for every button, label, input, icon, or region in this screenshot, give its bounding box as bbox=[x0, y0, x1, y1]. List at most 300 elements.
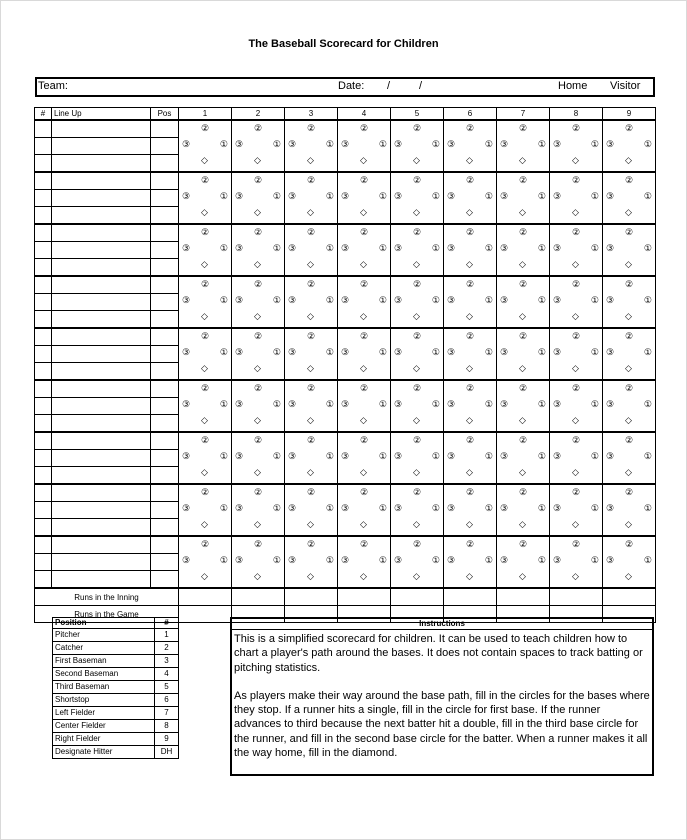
first-base-circle-icon[interactable]: ① bbox=[378, 138, 387, 149]
second-base-circle-icon[interactable]: ② bbox=[360, 382, 369, 393]
third-base-circle-icon[interactable]: ③ bbox=[500, 554, 509, 565]
inning-2-at-bat-cell[interactable] bbox=[232, 536, 285, 588]
home-plate-diamond-icon[interactable]: ◇ bbox=[413, 258, 420, 269]
home-plate-diamond-icon[interactable]: ◇ bbox=[625, 258, 632, 269]
home-plate-diamond-icon[interactable]: ◇ bbox=[201, 414, 208, 425]
home-plate-diamond-icon[interactable]: ◇ bbox=[519, 518, 526, 529]
second-base-circle-icon[interactable]: ② bbox=[466, 538, 475, 549]
player-name-cell[interactable] bbox=[52, 432, 151, 450]
inning-3-at-bat-cell[interactable] bbox=[285, 120, 338, 172]
inning-9-at-bat-cell[interactable] bbox=[603, 120, 656, 172]
inning-9-at-bat-cell[interactable] bbox=[603, 328, 656, 380]
third-base-circle-icon[interactable]: ③ bbox=[341, 450, 350, 461]
home-plate-diamond-icon[interactable]: ◇ bbox=[519, 570, 526, 581]
first-base-circle-icon[interactable]: ① bbox=[431, 346, 440, 357]
second-base-circle-icon[interactable]: ② bbox=[254, 278, 263, 289]
third-base-circle-icon[interactable]: ③ bbox=[288, 398, 297, 409]
player-name-cell[interactable] bbox=[52, 450, 151, 467]
second-base-circle-icon[interactable]: ② bbox=[201, 122, 210, 133]
home-plate-diamond-icon[interactable]: ◇ bbox=[201, 206, 208, 217]
first-base-circle-icon[interactable]: ① bbox=[484, 294, 493, 305]
inning-9-at-bat-cell[interactable] bbox=[603, 432, 656, 484]
second-base-circle-icon[interactable]: ② bbox=[519, 538, 528, 549]
second-base-circle-icon[interactable]: ② bbox=[360, 434, 369, 445]
player-name-cell[interactable] bbox=[52, 190, 151, 207]
first-base-circle-icon[interactable]: ① bbox=[378, 346, 387, 357]
inning-4-at-bat-cell[interactable] bbox=[338, 432, 391, 484]
home-plate-diamond-icon[interactable]: ◇ bbox=[519, 414, 526, 425]
first-base-circle-icon[interactable]: ① bbox=[431, 138, 440, 149]
second-base-circle-icon[interactable]: ② bbox=[519, 330, 528, 341]
second-base-circle-icon[interactable]: ② bbox=[519, 278, 528, 289]
first-base-circle-icon[interactable]: ① bbox=[484, 190, 493, 201]
inning-4-at-bat-cell[interactable] bbox=[338, 380, 391, 432]
home-plate-diamond-icon[interactable]: ◇ bbox=[254, 570, 261, 581]
third-base-circle-icon[interactable]: ③ bbox=[182, 242, 191, 253]
batter-number-cell[interactable] bbox=[35, 484, 52, 502]
inning-4-at-bat-cell[interactable] bbox=[338, 172, 391, 224]
inning-8-at-bat-cell[interactable] bbox=[550, 380, 603, 432]
third-base-circle-icon[interactable]: ③ bbox=[341, 138, 350, 149]
inning-6-at-bat-cell[interactable] bbox=[444, 380, 497, 432]
batter-number-cell[interactable] bbox=[35, 380, 52, 398]
inning-2-at-bat-cell[interactable] bbox=[232, 120, 285, 172]
second-base-circle-icon[interactable]: ② bbox=[413, 434, 422, 445]
third-base-circle-icon[interactable]: ③ bbox=[553, 346, 562, 357]
player-name-cell[interactable] bbox=[52, 346, 151, 363]
second-base-circle-icon[interactable]: ② bbox=[307, 122, 316, 133]
inning-2-at-bat-cell[interactable] bbox=[232, 224, 285, 276]
first-base-circle-icon[interactable]: ① bbox=[219, 554, 228, 565]
inning-5-at-bat-cell[interactable] bbox=[391, 172, 444, 224]
third-base-circle-icon[interactable]: ③ bbox=[235, 190, 244, 201]
inning-2-at-bat-cell[interactable] bbox=[232, 484, 285, 536]
home-plate-diamond-icon[interactable]: ◇ bbox=[201, 310, 208, 321]
batter-number-cell[interactable] bbox=[35, 554, 52, 571]
first-base-circle-icon[interactable]: ① bbox=[378, 294, 387, 305]
home-plate-diamond-icon[interactable]: ◇ bbox=[201, 518, 208, 529]
player-name-cell[interactable] bbox=[52, 311, 151, 329]
first-base-circle-icon[interactable]: ① bbox=[325, 398, 334, 409]
first-base-circle-icon[interactable]: ① bbox=[643, 554, 652, 565]
home-plate-diamond-icon[interactable]: ◇ bbox=[254, 466, 261, 477]
third-base-circle-icon[interactable]: ③ bbox=[500, 502, 509, 513]
first-base-circle-icon[interactable]: ① bbox=[325, 346, 334, 357]
home-plate-diamond-icon[interactable]: ◇ bbox=[466, 310, 473, 321]
third-base-circle-icon[interactable]: ③ bbox=[394, 346, 403, 357]
home-plate-diamond-icon[interactable]: ◇ bbox=[254, 154, 261, 165]
home-plate-diamond-icon[interactable]: ◇ bbox=[201, 362, 208, 373]
home-plate-diamond-icon[interactable]: ◇ bbox=[307, 154, 314, 165]
inning-6-at-bat-cell[interactable] bbox=[444, 328, 497, 380]
second-base-circle-icon[interactable]: ② bbox=[254, 226, 263, 237]
player-position-cell[interactable] bbox=[151, 380, 179, 398]
third-base-circle-icon[interactable]: ③ bbox=[447, 554, 456, 565]
second-base-circle-icon[interactable]: ② bbox=[572, 382, 581, 393]
third-base-circle-icon[interactable]: ③ bbox=[288, 502, 297, 513]
player-position-cell[interactable] bbox=[151, 242, 179, 259]
third-base-circle-icon[interactable]: ③ bbox=[606, 190, 615, 201]
home-plate-diamond-icon[interactable]: ◇ bbox=[519, 466, 526, 477]
third-base-circle-icon[interactable]: ③ bbox=[606, 398, 615, 409]
home-plate-diamond-icon[interactable]: ◇ bbox=[625, 206, 632, 217]
inning-6-at-bat-cell[interactable] bbox=[444, 432, 497, 484]
runs-in-inning-cell-4[interactable] bbox=[338, 588, 391, 606]
first-base-circle-icon[interactable]: ① bbox=[590, 398, 599, 409]
home-plate-diamond-icon[interactable]: ◇ bbox=[413, 414, 420, 425]
batter-number-cell[interactable] bbox=[35, 120, 52, 138]
first-base-circle-icon[interactable]: ① bbox=[643, 294, 652, 305]
second-base-circle-icon[interactable]: ② bbox=[572, 538, 581, 549]
second-base-circle-icon[interactable]: ② bbox=[307, 226, 316, 237]
home-plate-diamond-icon[interactable]: ◇ bbox=[572, 518, 579, 529]
player-name-cell[interactable] bbox=[52, 467, 151, 485]
home-plate-diamond-icon[interactable]: ◇ bbox=[307, 518, 314, 529]
home-plate-diamond-icon[interactable]: ◇ bbox=[360, 362, 367, 373]
third-base-circle-icon[interactable]: ③ bbox=[182, 346, 191, 357]
player-position-cell[interactable] bbox=[151, 554, 179, 571]
inning-3-at-bat-cell[interactable] bbox=[285, 536, 338, 588]
player-position-cell[interactable] bbox=[151, 259, 179, 277]
third-base-circle-icon[interactable]: ③ bbox=[288, 554, 297, 565]
second-base-circle-icon[interactable]: ② bbox=[572, 278, 581, 289]
second-base-circle-icon[interactable]: ② bbox=[519, 486, 528, 497]
third-base-circle-icon[interactable]: ③ bbox=[606, 138, 615, 149]
second-base-circle-icon[interactable]: ② bbox=[466, 330, 475, 341]
player-name-cell[interactable] bbox=[52, 276, 151, 294]
third-base-circle-icon[interactable]: ③ bbox=[235, 242, 244, 253]
player-position-cell[interactable] bbox=[151, 467, 179, 485]
second-base-circle-icon[interactable]: ② bbox=[307, 538, 316, 549]
third-base-circle-icon[interactable]: ③ bbox=[447, 190, 456, 201]
second-base-circle-icon[interactable]: ② bbox=[254, 174, 263, 185]
player-name-cell[interactable] bbox=[52, 519, 151, 537]
second-base-circle-icon[interactable]: ② bbox=[307, 330, 316, 341]
first-base-circle-icon[interactable]: ① bbox=[378, 554, 387, 565]
second-base-circle-icon[interactable]: ② bbox=[254, 538, 263, 549]
batter-number-cell[interactable] bbox=[35, 172, 52, 190]
second-base-circle-icon[interactable]: ② bbox=[413, 382, 422, 393]
home-plate-diamond-icon[interactable]: ◇ bbox=[254, 414, 261, 425]
inning-5-at-bat-cell[interactable] bbox=[391, 328, 444, 380]
inning-1-at-bat-cell[interactable] bbox=[179, 172, 232, 224]
first-base-circle-icon[interactable]: ① bbox=[431, 554, 440, 565]
first-base-circle-icon[interactable]: ① bbox=[537, 294, 546, 305]
inning-7-at-bat-cell[interactable] bbox=[497, 224, 550, 276]
second-base-circle-icon[interactable]: ② bbox=[625, 226, 634, 237]
inning-2-at-bat-cell[interactable] bbox=[232, 380, 285, 432]
second-base-circle-icon[interactable]: ② bbox=[254, 330, 263, 341]
inning-8-at-bat-cell[interactable] bbox=[550, 276, 603, 328]
second-base-circle-icon[interactable]: ② bbox=[572, 226, 581, 237]
second-base-circle-icon[interactable]: ② bbox=[307, 486, 316, 497]
third-base-circle-icon[interactable]: ③ bbox=[235, 554, 244, 565]
first-base-circle-icon[interactable]: ① bbox=[272, 398, 281, 409]
inning-5-at-bat-cell[interactable] bbox=[391, 276, 444, 328]
home-plate-diamond-icon[interactable]: ◇ bbox=[519, 206, 526, 217]
first-base-circle-icon[interactable]: ① bbox=[219, 138, 228, 149]
third-base-circle-icon[interactable]: ③ bbox=[447, 502, 456, 513]
second-base-circle-icon[interactable]: ② bbox=[254, 486, 263, 497]
home-plate-diamond-icon[interactable]: ◇ bbox=[307, 570, 314, 581]
second-base-circle-icon[interactable]: ② bbox=[572, 174, 581, 185]
second-base-circle-icon[interactable]: ② bbox=[360, 174, 369, 185]
first-base-circle-icon[interactable]: ① bbox=[219, 294, 228, 305]
home-plate-diamond-icon[interactable]: ◇ bbox=[413, 310, 420, 321]
inning-7-at-bat-cell[interactable] bbox=[497, 432, 550, 484]
player-name-cell[interactable] bbox=[52, 363, 151, 381]
third-base-circle-icon[interactable]: ③ bbox=[553, 138, 562, 149]
batter-number-cell[interactable] bbox=[35, 242, 52, 259]
batter-number-cell[interactable] bbox=[35, 207, 52, 225]
first-base-circle-icon[interactable]: ① bbox=[431, 242, 440, 253]
player-name-cell[interactable] bbox=[52, 554, 151, 571]
runs-in-inning-cell-9[interactable] bbox=[603, 588, 656, 606]
third-base-circle-icon[interactable]: ③ bbox=[500, 138, 509, 149]
player-name-cell[interactable] bbox=[52, 242, 151, 259]
third-base-circle-icon[interactable]: ③ bbox=[394, 138, 403, 149]
inning-5-at-bat-cell[interactable] bbox=[391, 120, 444, 172]
first-base-circle-icon[interactable]: ① bbox=[378, 242, 387, 253]
third-base-circle-icon[interactable]: ③ bbox=[341, 554, 350, 565]
first-base-circle-icon[interactable]: ① bbox=[590, 294, 599, 305]
home-plate-diamond-icon[interactable]: ◇ bbox=[254, 518, 261, 529]
runs-in-inning-cell-5[interactable] bbox=[391, 588, 444, 606]
third-base-circle-icon[interactable]: ③ bbox=[288, 190, 297, 201]
player-position-cell[interactable] bbox=[151, 415, 179, 433]
home-plate-diamond-icon[interactable]: ◇ bbox=[360, 310, 367, 321]
home-plate-diamond-icon[interactable]: ◇ bbox=[307, 362, 314, 373]
third-base-circle-icon[interactable]: ③ bbox=[182, 294, 191, 305]
home-plate-diamond-icon[interactable]: ◇ bbox=[466, 518, 473, 529]
third-base-circle-icon[interactable]: ③ bbox=[182, 450, 191, 461]
player-position-cell[interactable] bbox=[151, 346, 179, 363]
first-base-circle-icon[interactable]: ① bbox=[272, 450, 281, 461]
first-base-circle-icon[interactable]: ① bbox=[378, 450, 387, 461]
third-base-circle-icon[interactable]: ③ bbox=[288, 294, 297, 305]
inning-1-at-bat-cell[interactable] bbox=[179, 484, 232, 536]
player-name-cell[interactable] bbox=[52, 259, 151, 277]
home-plate-diamond-icon[interactable]: ◇ bbox=[466, 466, 473, 477]
second-base-circle-icon[interactable]: ② bbox=[519, 122, 528, 133]
player-position-cell[interactable] bbox=[151, 398, 179, 415]
inning-8-at-bat-cell[interactable] bbox=[550, 328, 603, 380]
home-plate-diamond-icon[interactable]: ◇ bbox=[307, 466, 314, 477]
third-base-circle-icon[interactable]: ③ bbox=[553, 398, 562, 409]
third-base-circle-icon[interactable]: ③ bbox=[182, 138, 191, 149]
runs-in-inning-cell-2[interactable] bbox=[232, 588, 285, 606]
third-base-circle-icon[interactable]: ③ bbox=[553, 554, 562, 565]
inning-9-at-bat-cell[interactable] bbox=[603, 172, 656, 224]
player-name-cell[interactable] bbox=[52, 380, 151, 398]
inning-1-at-bat-cell[interactable] bbox=[179, 328, 232, 380]
player-name-cell[interactable] bbox=[52, 207, 151, 225]
third-base-circle-icon[interactable]: ③ bbox=[394, 502, 403, 513]
second-base-circle-icon[interactable]: ② bbox=[466, 486, 475, 497]
first-base-circle-icon[interactable]: ① bbox=[325, 502, 334, 513]
first-base-circle-icon[interactable]: ① bbox=[219, 190, 228, 201]
player-position-cell[interactable] bbox=[151, 172, 179, 190]
first-base-circle-icon[interactable]: ① bbox=[219, 242, 228, 253]
first-base-circle-icon[interactable]: ① bbox=[643, 242, 652, 253]
first-base-circle-icon[interactable]: ① bbox=[219, 450, 228, 461]
first-base-circle-icon[interactable]: ① bbox=[378, 190, 387, 201]
third-base-circle-icon[interactable]: ③ bbox=[182, 190, 191, 201]
home-plate-diamond-icon[interactable]: ◇ bbox=[572, 206, 579, 217]
player-name-cell[interactable] bbox=[52, 502, 151, 519]
runs-in-inning-cell-6[interactable] bbox=[444, 588, 497, 606]
second-base-circle-icon[interactable]: ② bbox=[625, 174, 634, 185]
player-name-cell[interactable] bbox=[52, 155, 151, 173]
third-base-circle-icon[interactable]: ③ bbox=[394, 294, 403, 305]
inning-1-at-bat-cell[interactable] bbox=[179, 276, 232, 328]
player-position-cell[interactable] bbox=[151, 571, 179, 589]
home-plate-diamond-icon[interactable]: ◇ bbox=[519, 154, 526, 165]
batter-number-cell[interactable] bbox=[35, 398, 52, 415]
home-plate-diamond-icon[interactable]: ◇ bbox=[413, 362, 420, 373]
inning-5-at-bat-cell[interactable] bbox=[391, 536, 444, 588]
third-base-circle-icon[interactable]: ③ bbox=[606, 346, 615, 357]
second-base-circle-icon[interactable]: ② bbox=[307, 382, 316, 393]
home-plate-diamond-icon[interactable]: ◇ bbox=[625, 362, 632, 373]
third-base-circle-icon[interactable]: ③ bbox=[288, 138, 297, 149]
player-position-cell[interactable] bbox=[151, 276, 179, 294]
first-base-circle-icon[interactable]: ① bbox=[484, 398, 493, 409]
second-base-circle-icon[interactable]: ② bbox=[572, 434, 581, 445]
second-base-circle-icon[interactable]: ② bbox=[201, 330, 210, 341]
first-base-circle-icon[interactable]: ① bbox=[325, 242, 334, 253]
second-base-circle-icon[interactable]: ② bbox=[307, 434, 316, 445]
second-base-circle-icon[interactable]: ② bbox=[519, 434, 528, 445]
third-base-circle-icon[interactable]: ③ bbox=[606, 294, 615, 305]
player-name-cell[interactable] bbox=[52, 536, 151, 554]
third-base-circle-icon[interactable]: ③ bbox=[447, 138, 456, 149]
second-base-circle-icon[interactable]: ② bbox=[413, 226, 422, 237]
inning-7-at-bat-cell[interactable] bbox=[497, 380, 550, 432]
home-plate-diamond-icon[interactable]: ◇ bbox=[466, 570, 473, 581]
inning-2-at-bat-cell[interactable] bbox=[232, 432, 285, 484]
inning-1-at-bat-cell[interactable] bbox=[179, 224, 232, 276]
player-position-cell[interactable] bbox=[151, 519, 179, 537]
second-base-circle-icon[interactable]: ② bbox=[519, 174, 528, 185]
player-position-cell[interactable] bbox=[151, 484, 179, 502]
inning-3-at-bat-cell[interactable] bbox=[285, 172, 338, 224]
player-position-cell[interactable] bbox=[151, 328, 179, 346]
inning-3-at-bat-cell[interactable] bbox=[285, 432, 338, 484]
third-base-circle-icon[interactable]: ③ bbox=[447, 346, 456, 357]
home-plate-diamond-icon[interactable]: ◇ bbox=[572, 570, 579, 581]
third-base-circle-icon[interactable]: ③ bbox=[341, 294, 350, 305]
home-plate-diamond-icon[interactable]: ◇ bbox=[201, 154, 208, 165]
player-position-cell[interactable] bbox=[151, 536, 179, 554]
home-plate-diamond-icon[interactable]: ◇ bbox=[519, 362, 526, 373]
first-base-circle-icon[interactable]: ① bbox=[590, 502, 599, 513]
player-name-cell[interactable] bbox=[52, 415, 151, 433]
inning-8-at-bat-cell[interactable] bbox=[550, 224, 603, 276]
first-base-circle-icon[interactable]: ① bbox=[537, 502, 546, 513]
home-plate-diamond-icon[interactable]: ◇ bbox=[572, 310, 579, 321]
player-position-cell[interactable] bbox=[151, 155, 179, 173]
second-base-circle-icon[interactable]: ② bbox=[466, 122, 475, 133]
inning-3-at-bat-cell[interactable] bbox=[285, 224, 338, 276]
third-base-circle-icon[interactable]: ③ bbox=[394, 190, 403, 201]
second-base-circle-icon[interactable]: ② bbox=[519, 226, 528, 237]
batter-number-cell[interactable] bbox=[35, 415, 52, 433]
second-base-circle-icon[interactable]: ② bbox=[466, 434, 475, 445]
second-base-circle-icon[interactable]: ② bbox=[625, 538, 634, 549]
first-base-circle-icon[interactable]: ① bbox=[537, 450, 546, 461]
inning-4-at-bat-cell[interactable] bbox=[338, 328, 391, 380]
inning-8-at-bat-cell[interactable] bbox=[550, 536, 603, 588]
first-base-circle-icon[interactable]: ① bbox=[537, 554, 546, 565]
second-base-circle-icon[interactable]: ② bbox=[572, 330, 581, 341]
inning-7-at-bat-cell[interactable] bbox=[497, 172, 550, 224]
inning-2-at-bat-cell[interactable] bbox=[232, 172, 285, 224]
first-base-circle-icon[interactable]: ① bbox=[484, 346, 493, 357]
first-base-circle-icon[interactable]: ① bbox=[643, 398, 652, 409]
player-name-cell[interactable] bbox=[52, 172, 151, 190]
second-base-circle-icon[interactable]: ② bbox=[413, 174, 422, 185]
home-plate-diamond-icon[interactable]: ◇ bbox=[572, 414, 579, 425]
second-base-circle-icon[interactable]: ② bbox=[413, 330, 422, 341]
inning-7-at-bat-cell[interactable] bbox=[497, 484, 550, 536]
batter-number-cell[interactable] bbox=[35, 363, 52, 381]
second-base-circle-icon[interactable]: ② bbox=[201, 226, 210, 237]
inning-9-at-bat-cell[interactable] bbox=[603, 224, 656, 276]
player-name-cell[interactable] bbox=[52, 571, 151, 589]
first-base-circle-icon[interactable]: ① bbox=[272, 502, 281, 513]
batter-number-cell[interactable] bbox=[35, 294, 52, 311]
home-plate-diamond-icon[interactable]: ◇ bbox=[466, 258, 473, 269]
inning-4-at-bat-cell[interactable] bbox=[338, 536, 391, 588]
inning-4-at-bat-cell[interactable] bbox=[338, 120, 391, 172]
first-base-circle-icon[interactable]: ① bbox=[272, 190, 281, 201]
home-plate-diamond-icon[interactable]: ◇ bbox=[360, 570, 367, 581]
inning-8-at-bat-cell[interactable] bbox=[550, 120, 603, 172]
home-plate-diamond-icon[interactable]: ◇ bbox=[519, 258, 526, 269]
first-base-circle-icon[interactable]: ① bbox=[219, 398, 228, 409]
inning-4-at-bat-cell[interactable] bbox=[338, 276, 391, 328]
home-plate-diamond-icon[interactable]: ◇ bbox=[572, 466, 579, 477]
inning-6-at-bat-cell[interactable] bbox=[444, 276, 497, 328]
third-base-circle-icon[interactable]: ③ bbox=[235, 294, 244, 305]
home-plate-diamond-icon[interactable]: ◇ bbox=[625, 414, 632, 425]
home-plate-diamond-icon[interactable]: ◇ bbox=[413, 466, 420, 477]
home-plate-diamond-icon[interactable]: ◇ bbox=[307, 414, 314, 425]
third-base-circle-icon[interactable]: ③ bbox=[341, 398, 350, 409]
player-position-cell[interactable] bbox=[151, 450, 179, 467]
first-base-circle-icon[interactable]: ① bbox=[643, 346, 652, 357]
inning-8-at-bat-cell[interactable] bbox=[550, 432, 603, 484]
second-base-circle-icon[interactable]: ② bbox=[625, 278, 634, 289]
player-position-cell[interactable] bbox=[151, 363, 179, 381]
second-base-circle-icon[interactable]: ② bbox=[466, 226, 475, 237]
inning-3-at-bat-cell[interactable] bbox=[285, 380, 338, 432]
second-base-circle-icon[interactable]: ② bbox=[201, 434, 210, 445]
inning-9-at-bat-cell[interactable] bbox=[603, 484, 656, 536]
inning-5-at-bat-cell[interactable] bbox=[391, 432, 444, 484]
third-base-circle-icon[interactable]: ③ bbox=[606, 502, 615, 513]
third-base-circle-icon[interactable]: ③ bbox=[341, 346, 350, 357]
player-position-cell[interactable] bbox=[151, 432, 179, 450]
first-base-circle-icon[interactable]: ① bbox=[378, 502, 387, 513]
second-base-circle-icon[interactable]: ② bbox=[360, 122, 369, 133]
first-base-circle-icon[interactable]: ① bbox=[272, 346, 281, 357]
first-base-circle-icon[interactable]: ① bbox=[431, 450, 440, 461]
inning-3-at-bat-cell[interactable] bbox=[285, 276, 338, 328]
third-base-circle-icon[interactable]: ③ bbox=[288, 242, 297, 253]
inning-4-at-bat-cell[interactable] bbox=[338, 484, 391, 536]
